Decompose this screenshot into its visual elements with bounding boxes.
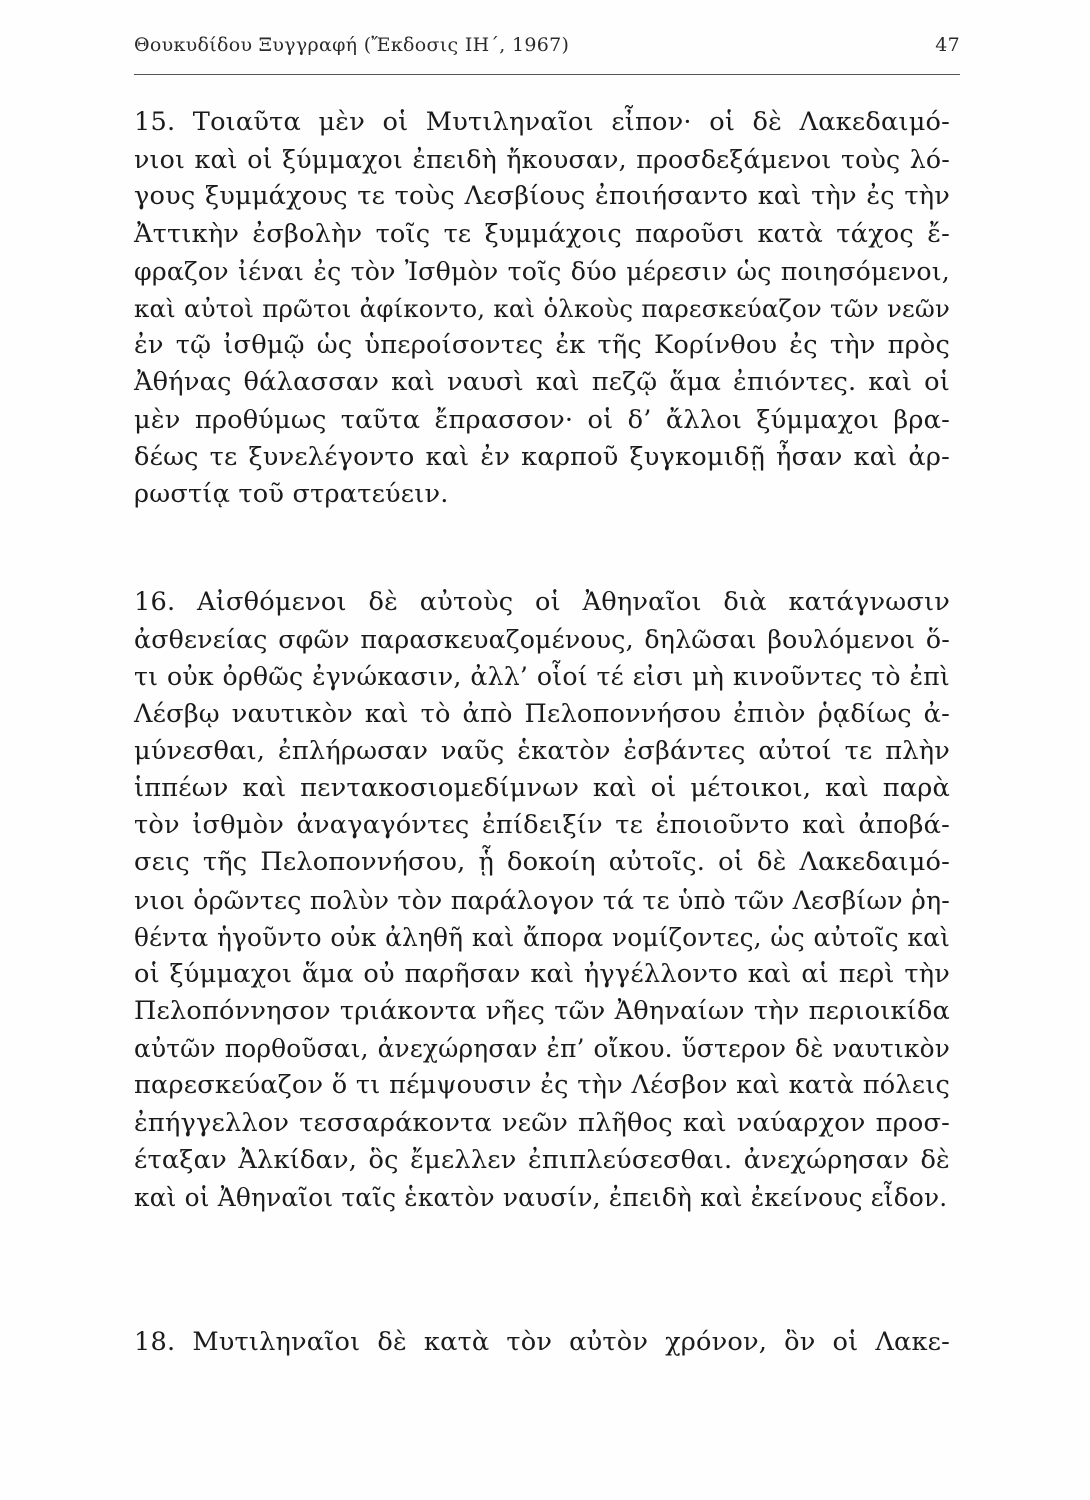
text-line: θέντα ἡγοῦντο οὐκ ἀληθῆ καὶ ἄπορα νομίζοντες, ὡς αὐτοῖς καὶ <box>134 922 950 952</box>
text-line: Ἀθήνας θάλασσαν καὶ ναυσὶ καὶ πεζῷ ἅμα ἐπιόντες. καὶ οἱ <box>134 367 950 398</box>
text-line: νιοι καὶ οἱ ξύμμαχοι ἐπειδὴ ἤκουσαν, προσδεξάμενοι τοὺς λό- <box>134 145 950 175</box>
section-number: 15. <box>134 107 176 137</box>
text-line: νιοι ὁρῶντες πολὺν τὸν παράλογον τά τε ὑπὸ τῶν Λεσβίων ῥη- <box>134 885 950 915</box>
text-line: φραζον ἰέναι ἐς τὸν Ἰσθμὸν τοῖς δύο μέρεσιν ὡς ποιησόμενοι, <box>134 256 950 286</box>
page-number: 47 <box>935 34 960 56</box>
text-line: ἀσθενείας σφῶν παρασκευαζομένους, δηλῶσαι βουλόμενοι ὅ- <box>134 625 950 655</box>
text-line: ἐν τῷ ἰσθμῷ ὡς ὑπεροίσοντες ἐκ τῆς Κορίνθου ἐς τὴν πρὸς <box>134 330 950 361</box>
section-16-paragraph <box>134 584 950 1216</box>
text-line: καὶ αὐτοὶ πρῶτοι ἀφίκοντο, καὶ ὁλκοὺς παρεσκεύαζον τῶν νεῶν <box>134 293 950 323</box>
text-line: έταξαν Ἀλκίδαν, ὃς ἔμελλεν ἐπιπλεύσεσθαι. ἀνεχώρησαν δὲ <box>134 1144 950 1175</box>
running-head-title: Θουκυδίδου Ξυγγραφή (Ἔκδοσις ΙΗ΄, 1967) <box>134 34 570 56</box>
text-line: μύνεσθαι, ἐπλήρωσαν ναῦς ἑκατὸν ἐσβάντες αὐτοί τε πλὴν <box>134 735 950 766</box>
text-line: 15. Τοιαῦτα μὲν οἱ Μυτιληναῖοι εἶπον· οἱ δὲ Λακεδαιμό- <box>134 107 950 137</box>
text-line: ἐπήγγελλον τεσσαράκοντα νεῶν πλῆθος καὶ ναύαρχον προσ- <box>134 1107 950 1138</box>
section-18-paragraph <box>134 1324 950 1361</box>
text-line: Λέσβῳ ναυτικὸν καὶ τὸ ἀπὸ Πελοποννήσου ἐπιὸν ῥᾳδίως ἀ- <box>134 698 950 729</box>
section-15-paragraph <box>134 104 950 513</box>
text-line: Ἀττικὴν ἐσβολὴν τοῖς τε ξυμμάχοις παροῦσι κατὰ τάχος ἔ- <box>134 218 950 249</box>
header-rule <box>134 74 960 75</box>
text-line: τὸν ἰσθμὸν ἀναγαγόντες ἐπίδειξίν τε ἐποιοῦντο καὶ ἀποβά- <box>134 810 950 841</box>
text-line: γους ξυμμάχους τε τοὺς Λεσβίους ἐποιήσαντο καὶ τὴν ἐς τὴν <box>134 181 950 212</box>
text-line: σεις τῆς Πελοποννήσου, ᾗ δοκοίη αὐτοῖς. οἱ δὲ Λακεδαιμό- <box>134 847 950 878</box>
text-line: καὶ οἱ Ἀθηναῖοι ταῖς ἑκατὸν ναυσίν, ἐπειδὴ καὶ ἐκείνους εἶδον. <box>134 1183 948 1212</box>
text-line: παρεσκεύαζον ὅ τι πέμψουσιν ἐς τὴν Λέσβον καὶ κατὰ πόλεις <box>134 1070 950 1101</box>
text-line: οἱ ξύμμαχοι ἅμα οὐ παρῆσαν καὶ ἠγγέλλοντο καὶ αἱ περὶ τὴν <box>134 958 950 989</box>
section-number: 16. <box>134 587 176 617</box>
text-line: μὲν προθύμως ταῦτα ἔπρασσον· οἱ δ’ ἄλλοι ξύμμαχοι βρα- <box>134 404 950 435</box>
section-number: 18. <box>134 1327 176 1357</box>
text-line: αὐτῶν πορθοῦσαι, ἀνεχώρησαν ἐπ’ οἴκου. ὕστερον δὲ ναυτικὸν <box>134 1034 950 1064</box>
text-line: ἱππέων καὶ πεντακοσιομεδίμνων καὶ οἱ μέτοικοι, καὶ παρὰ <box>134 772 950 803</box>
text-line: τι οὐκ ὀρθῶς ἐγνώκασιν, ἀλλ’ οἷοί τέ εἰσι μὴ κινοῦντες τὸ ἐπὶ <box>134 662 950 692</box>
text-line: 18. Μυτιληναῖοι δὲ κατὰ τὸν αὐτὸν χρόνον, ὃν οἱ Λακε- <box>134 1327 950 1357</box>
running-head <box>134 34 960 64</box>
text-line: Πελοπόννησον τριάκοντα νῆες τῶν Ἀθηναίων τὴν περιοικίδα <box>134 996 950 1027</box>
text-line: δέως τε ξυνελέγοντο καὶ ἐν καρποῦ ξυγκομιδῇ ἦσαν καὶ ἀρ- <box>134 441 950 472</box>
text-line: ρωστίᾳ τοῦ στρατεύειν. <box>134 478 449 509</box>
text-line: 16. Αἰσθόμενοι δὲ αὐτοὺς οἱ Ἀθηναῖοι διὰ κατάγνωσιν <box>134 587 950 617</box>
